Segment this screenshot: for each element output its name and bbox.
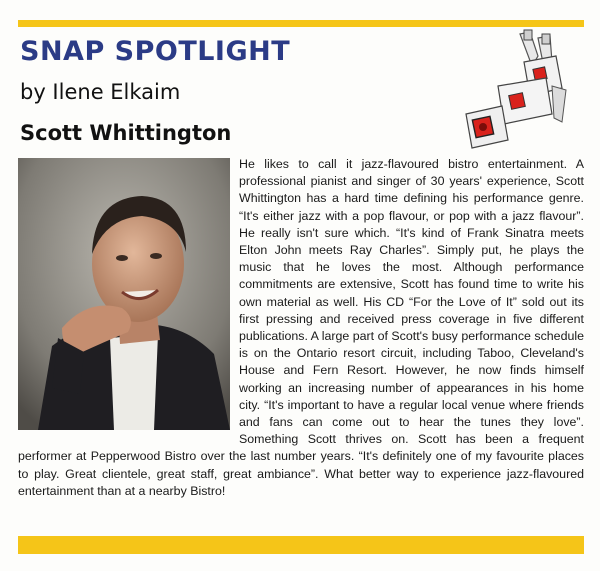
column-title: SNAP SPOTLIGHT — [20, 36, 291, 67]
byline: by Ilene Elkaim — [20, 80, 181, 104]
bottom-accent-rule — [18, 536, 584, 554]
article-body-text: He likes to call it jazz-flavoured bistro entertainment. A professional pianist and singer of 30 years' experience, Scott Whittington has a hard time defining his performance genre. “It's either jazz with a pop flavour, or pop with a jazz flavour”. He really isn't sure which. “It's kind of Frank Sinatra meets Elton John meets Ray Charles”. Simply put, he plays the music that he loves the most. Although performance commitments are extensive, Scott has found time to write his own material as well. His CD “For the Love of It” sold out its first pressing and received press coverage in five different publications. A large part of Scott's busy performance schedule is on the Ontario resort circuit, including Taboo, Cleveland's House and Fern Resort. However, he now finds himself working an increasing number of appearances in his home city. “It's important to have a regular local venue where friends and fans can come out to hear the tunes they love”. Something Scott thrives on. Scott has been a frequent performer at Pepperwood Bistro over the last number years. “It's definitely one of my favourite places to play. Great clientele, great staff, great ambiance”. What better way to experience jazz-flavoured entertainment than at a nearby Bistro! — [18, 157, 584, 498]
film-camera-icon — [458, 26, 570, 154]
photo-wrap-spacer — [18, 156, 239, 434]
article-body — [18, 156, 584, 500]
article-subject: Scott Whittington — [20, 121, 232, 145]
